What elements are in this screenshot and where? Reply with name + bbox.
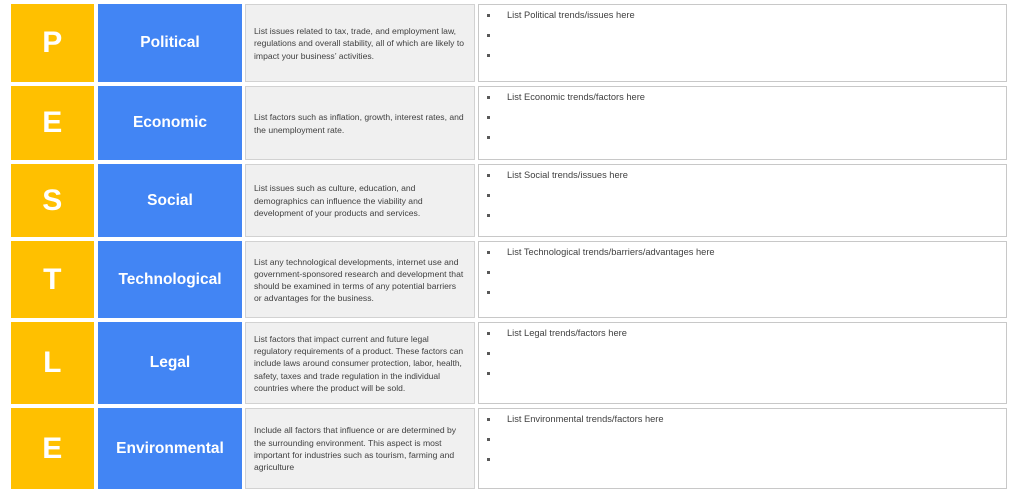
list-item[interactable] — [485, 31, 998, 40]
list-item[interactable]: List Legal trends/factors here — [485, 329, 998, 338]
table-row — [11, 86, 1007, 160]
pestle-description-technological: List any technological developments, internet use and government-sponsored research and development that should be examined in terms of any potential barriers or advantages for the business. — [245, 241, 475, 318]
pestle-bullets-social[interactable] — [478, 164, 1007, 237]
table-row — [11, 408, 1007, 489]
bullet-list — [485, 415, 998, 464]
pestle-name-technological: Technological — [98, 241, 242, 318]
list-item[interactable] — [485, 349, 998, 358]
pestle-name-economic: Economic — [98, 86, 242, 160]
pestle-name-political: Political — [98, 4, 242, 82]
bullet-list — [485, 11, 998, 60]
bullet-list — [485, 329, 998, 378]
pestle-description-economic: List factors such as inflation, growth, interest rates, and the unemployment rate. — [245, 86, 475, 160]
pestle-bullets-political[interactable] — [478, 4, 1007, 82]
list-item[interactable] — [485, 288, 998, 297]
pestle-name-environmental: Environmental — [98, 408, 242, 489]
pestle-letter-legal: L — [11, 322, 94, 404]
list-item[interactable] — [485, 455, 998, 464]
pestle-description-political: List issues related to tax, trade, and employment law, regulations and overall stability, all of which are likely to impact your business’ activities. — [245, 4, 475, 82]
list-item[interactable]: List Social trends/issues here — [485, 171, 998, 180]
list-item[interactable] — [485, 191, 998, 200]
pestle-bullets-economic[interactable] — [478, 86, 1007, 160]
list-item[interactable]: List Political trends/issues here — [485, 11, 998, 20]
pestle-name-legal: Legal — [98, 322, 242, 404]
bullet-list — [485, 171, 998, 220]
table-row — [11, 164, 1007, 237]
pestle-description-environmental: Include all factors that influence or are determined by the surrounding environment. This aspect is most important for industries such as tourism, farming and agriculture — [245, 408, 475, 489]
pestle-letter-economic: E — [11, 86, 94, 160]
pestle-bullets-environmental[interactable] — [478, 408, 1007, 489]
list-item[interactable] — [485, 51, 998, 60]
pestle-analysis-table — [11, 4, 1007, 493]
pestle-description-social: List issues such as culture, education, and demographics can influence the viability and development of your products and services. — [245, 164, 475, 237]
list-item[interactable] — [485, 133, 998, 142]
list-item[interactable] — [485, 113, 998, 122]
pestle-letter-political: P — [11, 4, 94, 82]
table-row — [11, 4, 1007, 82]
pestle-bullets-technological[interactable] — [478, 241, 1007, 318]
pestle-bullets-legal[interactable] — [478, 322, 1007, 404]
list-item[interactable] — [485, 369, 998, 378]
table-row — [11, 322, 1007, 404]
list-item[interactable]: List Technological trends/barriers/advantages here — [485, 248, 998, 257]
table-row — [11, 241, 1007, 318]
bullet-list — [485, 93, 998, 142]
pestle-letter-social: S — [11, 164, 94, 237]
pestle-letter-technological: T — [11, 241, 94, 318]
list-item[interactable]: List Environmental trends/factors here — [485, 415, 998, 424]
list-item[interactable] — [485, 435, 998, 444]
pestle-name-social: Social — [98, 164, 242, 237]
list-item[interactable] — [485, 268, 998, 277]
pestle-letter-environmental: E — [11, 408, 94, 489]
list-item[interactable]: List Economic trends/factors here — [485, 93, 998, 102]
pestle-description-legal: List factors that impact current and future legal regulatory requirements of a product. These factors can include laws around consumer protection, labor, health, safety, taxes and trade regulation in the individual countries where the product will be sold. — [245, 322, 475, 404]
list-item[interactable] — [485, 211, 998, 220]
bullet-list — [485, 248, 998, 297]
